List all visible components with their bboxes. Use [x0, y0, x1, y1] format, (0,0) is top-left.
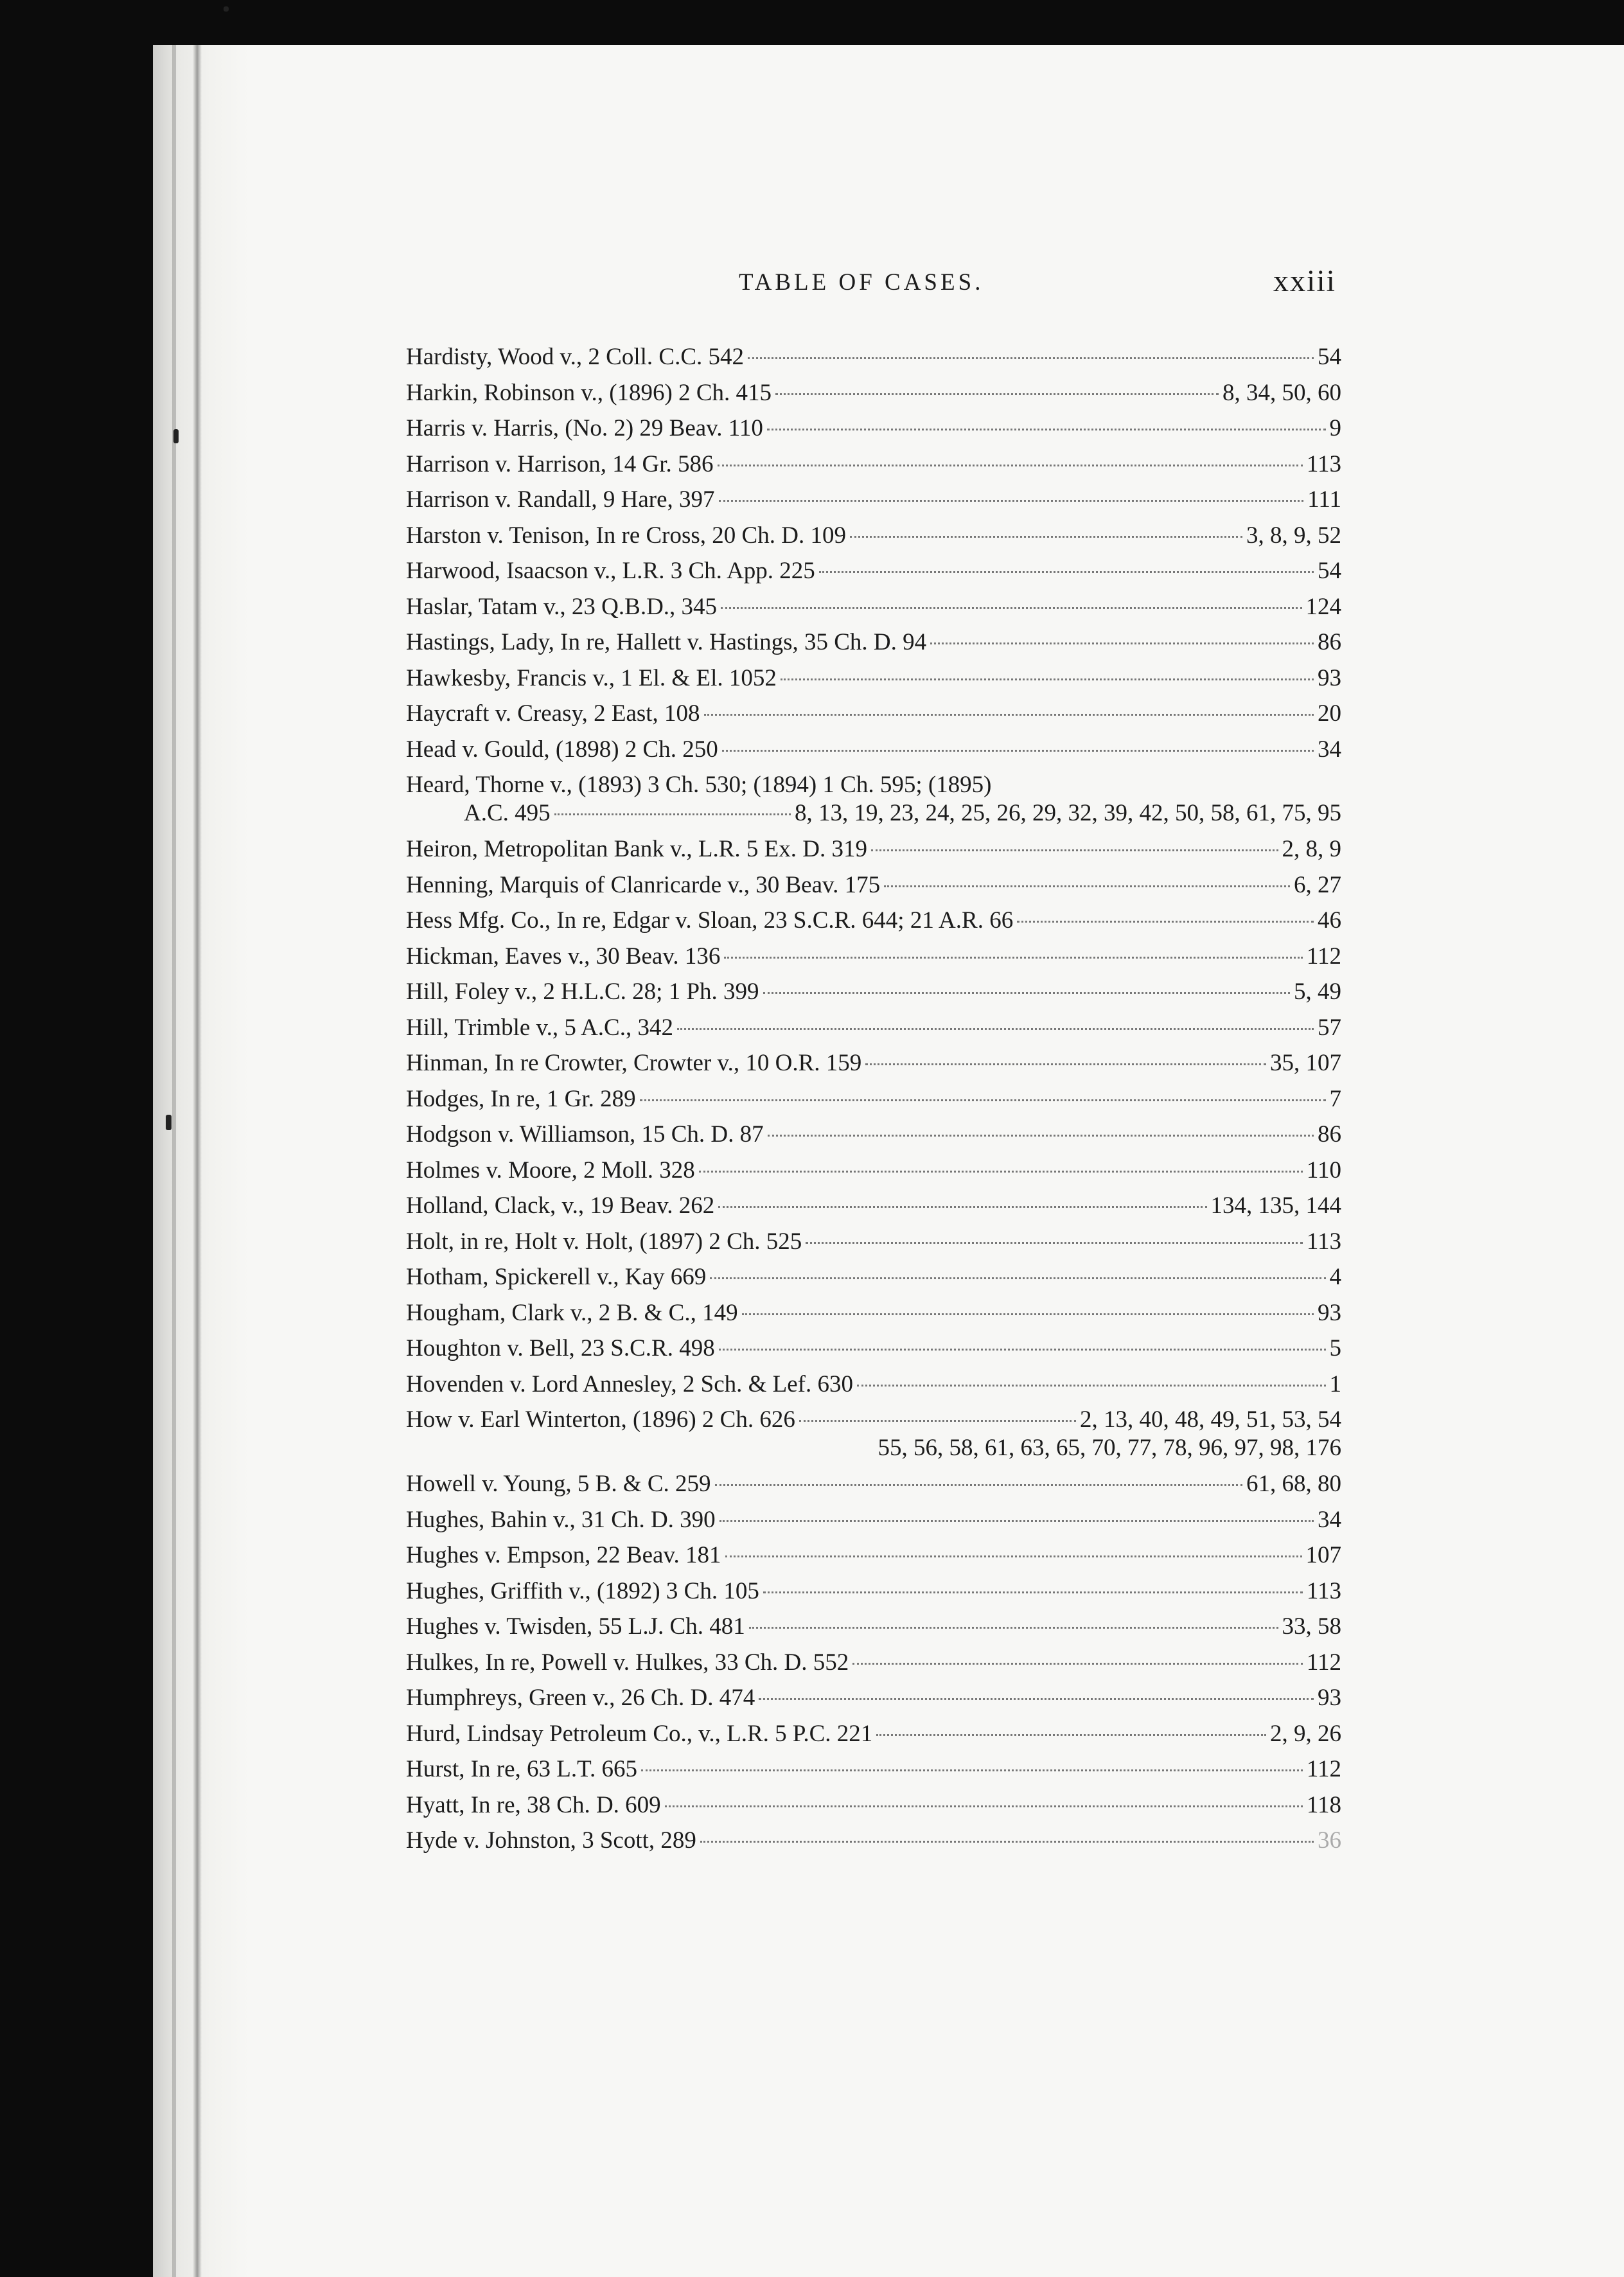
case-line — [406, 1645, 1341, 1681]
page-references: 6, 27 — [1294, 871, 1341, 898]
table-row — [406, 1402, 1341, 1466]
page-references: 111 — [1307, 486, 1341, 513]
table-row — [406, 939, 1341, 975]
page-references: 2, 8, 9 — [1282, 836, 1341, 862]
table-row — [406, 974, 1341, 1010]
page-references: 124 — [1305, 593, 1341, 620]
dot-leader — [781, 678, 1314, 680]
case-citation: Hickman, Eaves v., 30 Beav. 136 — [406, 943, 721, 970]
dot-leader — [718, 1205, 1206, 1208]
case-line — [406, 974, 1341, 1010]
page-references: 7 — [1329, 1085, 1341, 1112]
case-citation: Haycraft v. Creasy, 2 East, 108 — [406, 700, 700, 727]
dot-leader — [763, 991, 1290, 994]
case-citation: Humphreys, Green v., 26 Ch. D. 474 — [406, 1685, 755, 1711]
table-row — [406, 1224, 1341, 1260]
case-line — [406, 1117, 1341, 1153]
table-row — [406, 867, 1341, 903]
table-row — [406, 1787, 1341, 1823]
case-citation: Hinman, In re Crowter, Crowter v., 10 O.R. 159 — [406, 1050, 862, 1076]
page-references: 54 — [1318, 344, 1341, 370]
table-row — [406, 1502, 1341, 1538]
table-row — [406, 767, 1341, 831]
page-number: xxiii — [1273, 264, 1336, 298]
table-row — [406, 1045, 1341, 1081]
case-line — [406, 482, 1341, 518]
case-line — [406, 1823, 1341, 1859]
case-citation: Harrison v. Harrison, 14 Gr. 586 — [406, 450, 714, 477]
page-references-continued: 8, 13, 19, 23, 24, 25, 26, 29, 32, 39, 42, 50, 58, 61, 75, 95 — [795, 800, 1341, 826]
case-citation: Houghton v. Bell, 23 S.C.R. 498 — [406, 1335, 715, 1361]
case-citation: How v. Earl Winterton, (1896) 2 Ch. 626 — [406, 1406, 795, 1433]
case-line — [406, 1502, 1341, 1538]
dot-leader — [767, 428, 1326, 430]
page-references: 1 — [1329, 1370, 1341, 1397]
table-row — [406, 1716, 1341, 1752]
page-references: 93 — [1318, 1299, 1341, 1326]
case-line — [406, 867, 1341, 903]
table-row — [406, 339, 1341, 375]
case-citation: Hurd, Lindsay Petroleum Co., v., L.R. 5 P.C. 221 — [406, 1720, 873, 1747]
ink-speck — [224, 6, 229, 12]
dot-leader — [763, 1591, 1303, 1593]
table-of-cases — [406, 339, 1341, 1859]
case-line — [406, 1188, 1341, 1224]
case-citation: Hulkes, In re, Powell v. Hulkes, 33 Ch. D. 552 — [406, 1649, 849, 1676]
case-line — [406, 1010, 1341, 1046]
dot-leader — [850, 535, 1242, 538]
case-citation: Henning, Marquis of Clanricarde v., 30 Beav. 175 — [406, 871, 881, 898]
case-line — [406, 553, 1341, 589]
page-references: 4 — [1329, 1264, 1341, 1290]
case-citation: Howell v. Young, 5 B. & C. 259 — [406, 1471, 711, 1497]
dot-leader — [665, 1805, 1303, 1807]
table-row — [406, 518, 1341, 554]
table-row — [406, 589, 1341, 625]
case-citation: Harrison v. Randall, 9 Hare, 397 — [406, 486, 715, 513]
dot-leader — [641, 1769, 1303, 1771]
case-line — [406, 518, 1341, 554]
dot-leader — [857, 1384, 1325, 1387]
case-citation: Hill, Foley v., 2 H.L.C. 28; 1 Ph. 399 — [406, 979, 759, 1005]
table-row — [406, 375, 1341, 411]
table-row — [406, 1331, 1341, 1367]
dot-leader — [759, 1697, 1314, 1700]
table-row — [406, 732, 1341, 768]
table-row — [406, 831, 1341, 867]
case-citation: Hyde v. Johnston, 3 Scott, 289 — [406, 1827, 696, 1854]
page-references: 54 — [1318, 558, 1341, 584]
case-line — [406, 1224, 1341, 1260]
case-citation: Heard, Thorne v., (1893) 3 Ch. 530; (1894) 1 Ch. 595; (1895) — [406, 772, 992, 798]
table-row — [406, 1573, 1341, 1609]
dot-leader — [718, 464, 1303, 466]
page-references: 5 — [1329, 1335, 1341, 1361]
ink-speck — [166, 1115, 172, 1130]
case-line — [406, 831, 1341, 867]
table-row — [406, 1823, 1341, 1859]
page-title: TABLE OF CASES. — [739, 269, 984, 296]
dot-leader — [721, 607, 1302, 609]
dot-leader — [722, 749, 1314, 752]
page-references: 34 — [1318, 736, 1341, 763]
dot-leader — [554, 813, 791, 815]
dot-leader — [719, 1348, 1326, 1351]
case-citation: Head v. Gould, (1898) 2 Ch. 250 — [406, 736, 718, 763]
table-row — [406, 1153, 1341, 1189]
case-citation: Hurst, In re, 63 L.T. 665 — [406, 1756, 637, 1782]
page-references: 8, 34, 50, 60 — [1222, 379, 1341, 406]
dot-leader — [715, 1484, 1242, 1486]
case-citation: Hovenden v. Lord Annesley, 2 Sch. & Lef. 630 — [406, 1370, 854, 1397]
page-references: 107 — [1305, 1542, 1341, 1568]
case-citation: Hodgson v. Williamson, 15 Ch. D. 87 — [406, 1121, 764, 1147]
page-references-continued: 55, 56, 58, 61, 63, 65, 70, 77, 78, 96, 97, 98, 176 — [878, 1435, 1341, 1461]
case-citation: Holland, Clack, v., 19 Beav. 262 — [406, 1192, 715, 1219]
case-line — [406, 1466, 1341, 1502]
dot-leader — [865, 1063, 1266, 1065]
table-row — [406, 411, 1341, 447]
page-references: 2, 9, 26 — [1270, 1720, 1341, 1747]
dot-leader — [724, 956, 1302, 959]
case-line — [406, 660, 1341, 696]
page-references: 118 — [1306, 1791, 1341, 1818]
table-row — [406, 1466, 1341, 1502]
dot-leader — [1017, 920, 1314, 923]
table-row — [406, 1367, 1341, 1403]
binding-edge — [172, 45, 176, 2277]
case-citation: Harris v. Harris, (No. 2) 29 Beav. 110 — [406, 415, 763, 441]
page-references: 112 — [1306, 943, 1341, 970]
case-line — [406, 589, 1341, 625]
case-line — [406, 339, 1341, 375]
running-header — [739, 264, 1349, 314]
page-references: 113 — [1306, 1577, 1341, 1604]
case-line — [406, 1153, 1341, 1189]
dot-leader — [700, 1840, 1314, 1843]
table-row — [406, 903, 1341, 939]
dot-leader — [719, 499, 1304, 502]
dot-leader — [799, 1419, 1076, 1422]
page-references: 34 — [1318, 1506, 1341, 1533]
case-citation: Hughes, Griffith v., (1892) 3 Ch. 105 — [406, 1577, 759, 1604]
case-line — [406, 375, 1341, 411]
case-line — [406, 1680, 1341, 1716]
case-line — [406, 1045, 1341, 1081]
table-row — [406, 1751, 1341, 1787]
table-row — [406, 553, 1341, 589]
table-row — [406, 696, 1341, 732]
case-citation: Hughes, Bahin v., 31 Ch. D. 390 — [406, 1506, 716, 1533]
table-row — [406, 1259, 1341, 1295]
page-references: 93 — [1318, 664, 1341, 691]
dot-leader — [775, 393, 1219, 395]
dot-leader — [871, 849, 1278, 851]
dot-leader — [876, 1733, 1266, 1736]
case-citation: Holt, in re, Holt v. Holt, (1897) 2 Ch. 525 — [406, 1228, 802, 1255]
table-row — [406, 1537, 1341, 1573]
table-row — [406, 1188, 1341, 1224]
case-citation: Harston v. Tenison, In re Cross, 20 Ch. D. 109 — [406, 522, 846, 549]
page-references: 113 — [1306, 450, 1341, 477]
binding-fold — [193, 45, 202, 2277]
table-row — [406, 1645, 1341, 1681]
case-line — [406, 903, 1341, 939]
page-references: 93 — [1318, 1685, 1341, 1711]
page-references: 86 — [1318, 1121, 1341, 1147]
case-citation: Harwood, Isaacson v., L.R. 3 Ch. App. 225 — [406, 558, 815, 584]
page-references: 86 — [1318, 629, 1341, 655]
case-citation: Hotham, Spickerell v., Kay 669 — [406, 1264, 707, 1290]
case-citation: Hughes v. Twisden, 55 L.J. Ch. 481 — [406, 1613, 745, 1640]
page-references: 5, 49 — [1294, 979, 1341, 1005]
page-references: 112 — [1306, 1756, 1341, 1782]
case-line — [406, 1537, 1341, 1573]
case-citation: Hill, Trimble v., 5 A.C., 342 — [406, 1014, 673, 1041]
dot-leader — [930, 642, 1314, 644]
case-line — [406, 1787, 1341, 1823]
page-references: 61, 68, 80 — [1246, 1471, 1341, 1497]
case-line — [406, 696, 1341, 732]
dot-leader — [677, 1027, 1314, 1030]
dot-leader — [819, 571, 1314, 573]
case-citation: Haslar, Tatam v., 23 Q.B.D., 345 — [406, 593, 718, 620]
case-citation: Holmes v. Moore, 2 Moll. 328 — [406, 1156, 695, 1183]
table-row — [406, 1680, 1341, 1716]
case-line — [406, 447, 1341, 483]
table-row — [406, 447, 1341, 483]
dot-leader — [719, 1519, 1314, 1522]
case-line — [406, 1751, 1341, 1787]
page-references: 2, 13, 40, 48, 49, 51, 53, 54 — [1080, 1406, 1341, 1433]
case-citation: Hess Mfg. Co., In re, Edgar v. Sloan, 23 S.C.R. 644; 21 A.R. 66 — [406, 907, 1014, 934]
table-row — [406, 1295, 1341, 1331]
dot-leader — [725, 1555, 1302, 1557]
dot-leader — [748, 357, 1314, 359]
case-citation: Hughes v. Empson, 22 Beav. 181 — [406, 1542, 721, 1568]
case-line — [406, 1259, 1341, 1295]
dot-leader — [742, 1313, 1314, 1315]
continuation-line — [406, 795, 1341, 831]
case-citation: Hodges, In re, 1 Gr. 289 — [406, 1085, 636, 1112]
table-row — [406, 1081, 1341, 1117]
page-references: 9 — [1329, 415, 1341, 441]
ink-speck — [173, 429, 179, 443]
dot-leader — [640, 1099, 1326, 1101]
case-line — [406, 1081, 1341, 1117]
table-row — [406, 660, 1341, 696]
dot-leader — [704, 713, 1314, 716]
case-line — [406, 732, 1341, 768]
dot-leader — [806, 1241, 1303, 1244]
page-references: 3, 8, 9, 52 — [1246, 522, 1341, 549]
case-line — [406, 1331, 1341, 1367]
dot-leader — [749, 1626, 1278, 1629]
page-references: 33, 58 — [1282, 1613, 1341, 1640]
case-citation: Hardisty, Wood v., 2 Coll. C.C. 542 — [406, 344, 745, 370]
table-row — [406, 1010, 1341, 1046]
case-line — [406, 1367, 1341, 1403]
case-citation: Hastings, Lady, In re, Hallett v. Hastings, 35 Ch. D. 94 — [406, 629, 927, 655]
table-row — [406, 482, 1341, 518]
table-row — [406, 1117, 1341, 1153]
dot-leader — [710, 1277, 1325, 1279]
case-line — [406, 939, 1341, 975]
page-references: 20 — [1318, 700, 1341, 727]
case-line — [406, 411, 1341, 447]
table-row — [406, 625, 1341, 660]
case-citation-continued: A.C. 495 — [464, 800, 551, 826]
case-citation: Heiron, Metropolitan Bank v., L.R. 5 Ex. D. 319 — [406, 836, 867, 862]
page-references: 46 — [1318, 907, 1341, 934]
case-line — [406, 1716, 1341, 1752]
case-line — [406, 1573, 1341, 1609]
case-line — [406, 625, 1341, 660]
dot-leader — [884, 885, 1290, 887]
case-line — [406, 1609, 1341, 1645]
case-citation: Hougham, Clark v., 2 B. & C., 149 — [406, 1299, 738, 1326]
case-citation: Harkin, Robinson v., (1896) 2 Ch. 415 — [406, 379, 772, 406]
page-references: 36 — [1318, 1827, 1341, 1854]
page-references: 57 — [1318, 1014, 1341, 1041]
page-references: 113 — [1306, 1228, 1341, 1255]
page-references: 134, 135, 144 — [1210, 1192, 1341, 1219]
page-references: 110 — [1306, 1156, 1341, 1183]
case-line — [406, 1295, 1341, 1331]
dot-leader — [699, 1170, 1303, 1173]
page-references: 35, 107 — [1270, 1050, 1341, 1076]
case-citation: Hawkesby, Francis v., 1 El. & El. 1052 — [406, 664, 777, 691]
dot-leader — [768, 1134, 1314, 1137]
page-references: 112 — [1306, 1649, 1341, 1676]
table-row — [406, 1609, 1341, 1645]
dot-leader — [852, 1662, 1303, 1665]
case-citation: Hyatt, In re, 38 Ch. D. 609 — [406, 1791, 661, 1818]
